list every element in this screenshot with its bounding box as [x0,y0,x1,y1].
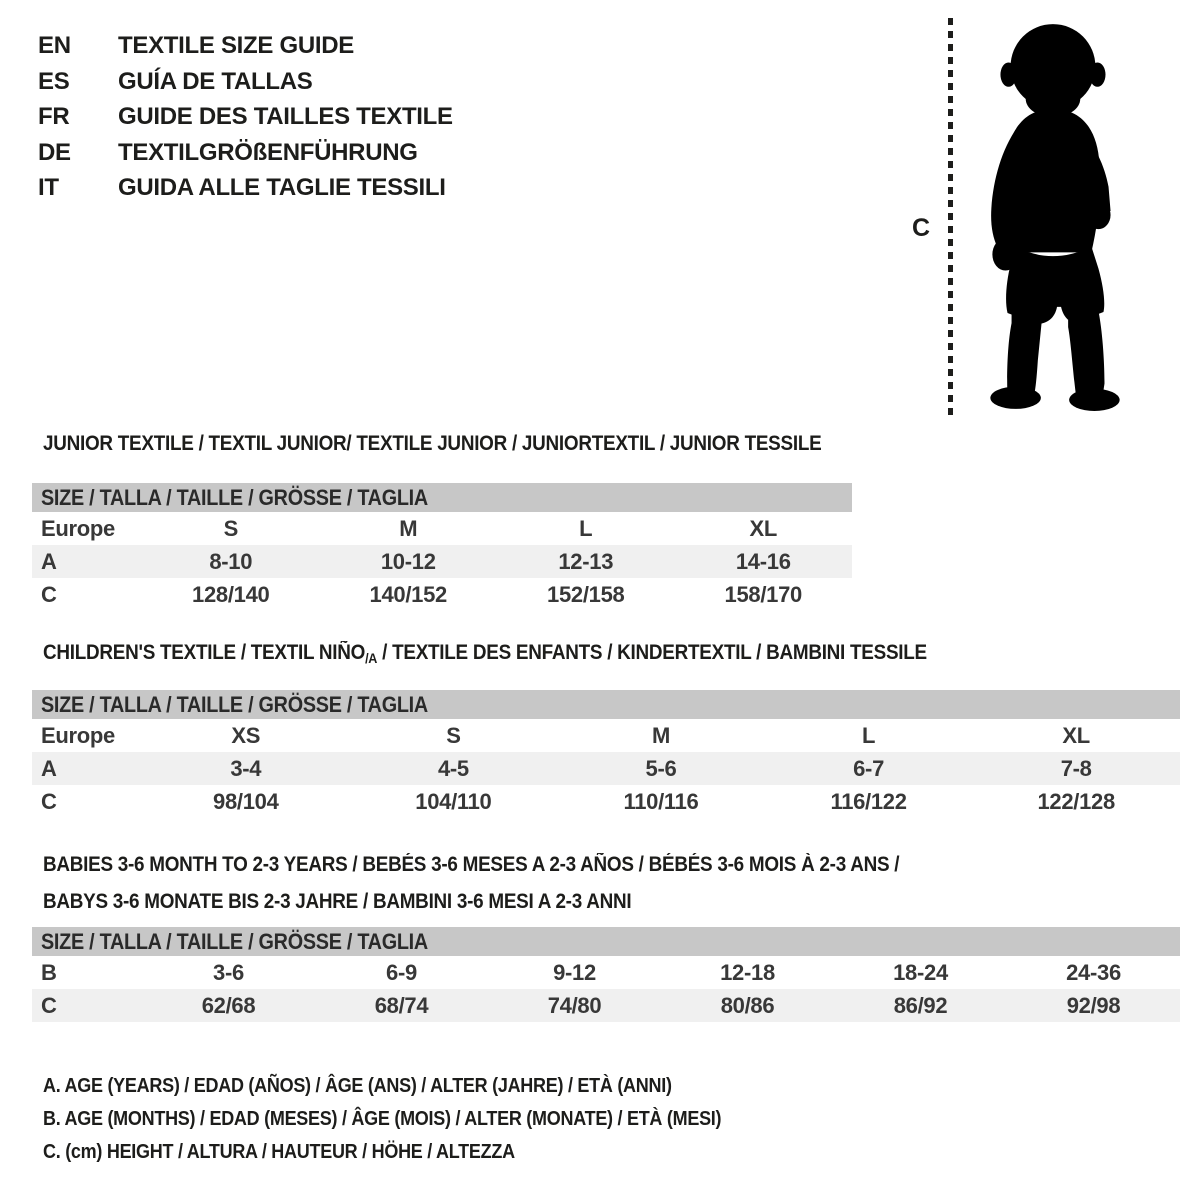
table-row-height [32,785,1180,818]
size-cell: M [399,515,418,541]
size-header-bar [32,483,852,512]
footnote-b: B. AGE (MONTHS) / EDAD (MESES) / ÂGE (MOIS) / ALTER (MONATE) / ETÀ (MESI) [43,1108,722,1130]
size-cell: M [651,722,670,748]
title-row-fr [38,99,453,135]
section-heading-children [43,641,1025,666]
row-label: C [41,581,57,607]
language-code: DE [38,138,71,166]
height-cell: 80/86 [720,992,775,1018]
height-cell: 98/104 [213,788,279,814]
age-cell: 10-12 [380,548,436,574]
table-row-europe [32,719,1180,752]
size-cell: S [446,722,461,748]
language-code: FR [38,103,70,130]
table-row-age [32,545,852,578]
age-cell: 3-6 [213,959,244,985]
age-cell: 14-16 [735,548,791,574]
age-cell: 24-36 [1066,959,1121,985]
table-row-age-months [32,956,1180,989]
height-cell: 68/74 [374,992,429,1018]
size-cell: XL [749,515,777,541]
title-row-it [38,170,453,206]
height-cell: 122/128 [1037,788,1115,814]
footnotes-block [43,1070,797,1169]
height-cell: 140/152 [369,581,447,607]
age-cell: 3-4 [230,755,262,781]
height-cell: 110/116 [623,788,699,814]
page-title: TEXTILE SIZE GUIDE [118,32,354,59]
section-heading-junior [43,432,908,456]
section-heading-line1: BABIES 3-6 MONTH TO 2-3 YEARS / BEBÉS 3-6 MESES A 2-3 AÑOS / BÉBÉS 3-6 MOIS À 2-3 ANS / [43,853,900,876]
page-title: TEXTILGRÖßENFÜHRUNG [118,138,418,166]
height-cell: 74/80 [547,992,602,1018]
junior-size-table [32,483,852,611]
height-measure-dashed-line [948,18,953,416]
age-cell: 12-18 [720,959,775,985]
size-cell: XL [1062,722,1090,748]
babies-size-table [32,927,1180,1022]
nino-a-subscript: /A [365,650,378,666]
row-label: Europe [41,722,115,748]
row-label: B [41,959,57,985]
title-row-en [38,28,453,64]
title-block [38,28,453,206]
size-header-bar [32,690,1180,719]
row-label: A [41,755,57,781]
row-label: A [41,548,57,574]
table-row-height [32,989,1180,1022]
section-heading-line2: BABYS 3-6 MONATE BIS 2-3 JAHRE / BAMBINI 3-6 MESI A 2-3 ANNI [43,890,632,913]
section-heading-babies [43,846,994,920]
language-code: ES [38,67,70,95]
height-cell: 152/158 [547,581,625,607]
table-row-height [32,578,852,611]
age-cell: 18-24 [893,959,948,985]
table-row-europe [32,512,852,545]
row-label: Europe [41,515,115,541]
size-header-bar [32,927,1180,956]
row-label: C [41,788,57,814]
height-cell: 104/110 [415,788,492,814]
toddler-silhouette-image [962,12,1148,416]
page-title: GUIDA ALLE TAGLIE TESSILI [118,174,446,201]
height-cell: 92/98 [1066,992,1121,1018]
size-cell: S [223,515,238,541]
table-row-age [32,752,1180,785]
page-title: GUÍA DE TALLAS [118,67,313,95]
title-row-es [38,64,453,100]
age-cell: 5-6 [645,755,677,781]
page-title: GUIDE DES TAILLES TEXTILE [118,103,453,130]
size-cell: XS [231,722,261,748]
height-cell: 128/140 [192,581,270,607]
height-cell: 158/170 [724,581,802,607]
footnote-c: C. (cm) HEIGHT / ALTURA / HAUTEUR / HÖHE / ALTEZZA [43,1141,515,1163]
age-cell: 7-8 [1060,755,1092,781]
footnote-a: A. AGE (YEARS) / EDAD (AÑOS) / ÂGE (ANS) / ALTER (JAHRE) / ETÀ (ANNI) [43,1075,672,1097]
children-size-table [32,690,1180,818]
height-cell: 86/92 [893,992,948,1018]
age-cell: 6-9 [386,959,417,985]
age-cell: 6-7 [853,755,885,781]
title-row-de [38,135,453,171]
size-header-label: SIZE / TALLA / TAILLE / GRÖSSE / TAGLIA [41,484,428,510]
age-cell: 8-10 [209,548,253,574]
size-header-label: SIZE / TALLA / TAILLE / GRÖSSE / TAGLIA [41,691,428,717]
size-cell: L [862,722,876,748]
age-cell: 12-13 [558,548,614,574]
section-heading-text: CHILDREN'S TEXTILE / TEXTIL NIÑO/A / TEXTILE DES ENFANTS / KINDERTEXTIL / BAMBINI TESSILE [43,641,927,666]
age-cell: 9-12 [553,959,596,985]
height-cell: 62/68 [201,992,256,1018]
language-code: IT [38,174,59,201]
size-cell: L [579,515,593,541]
language-code: EN [38,32,71,59]
height-label-c: C [912,214,930,242]
section-heading-text: JUNIOR TEXTILE / TEXTIL JUNIOR/ TEXTILE JUNIOR / JUNIORTEXTIL / JUNIOR TESSILE [43,432,822,455]
row-label: C [41,992,57,1018]
age-cell: 4-5 [437,755,469,781]
height-cell: 116/122 [830,788,907,814]
size-header-label: SIZE / TALLA / TAILLE / GRÖSSE / TAGLIA [41,928,428,954]
